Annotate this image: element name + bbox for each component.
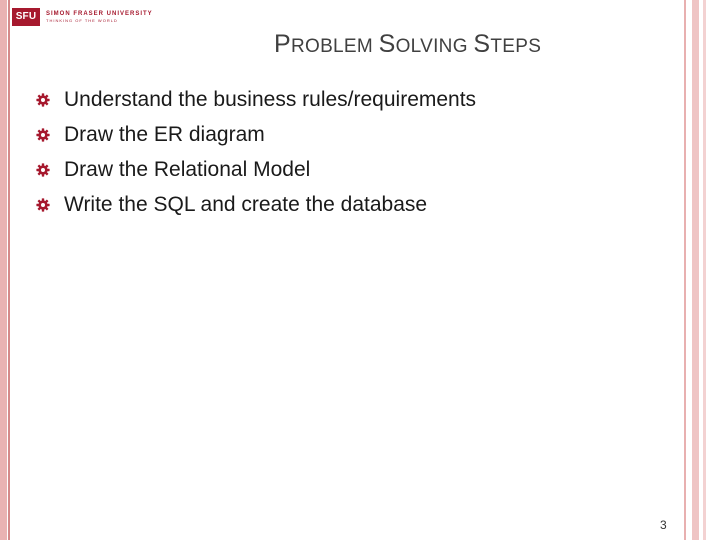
left-decorative-line — [8, 0, 10, 540]
gear-icon — [36, 128, 64, 142]
logo-abbreviation: SFU — [12, 8, 40, 26]
gear-icon — [36, 198, 64, 212]
bullet-list — [36, 82, 476, 222]
title-cap-1: P — [274, 30, 291, 58]
logo-university-name: SIMON FRASER UNIVERSITY — [46, 11, 153, 17]
list-item — [36, 152, 476, 187]
page-number: 3 — [660, 518, 667, 532]
title-rest-1: ROBLEM — [290, 36, 379, 57]
list-item — [36, 82, 476, 117]
slide-title — [274, 30, 541, 59]
gear-icon — [36, 163, 64, 177]
bullet-text: Write the SQL and create the database — [64, 192, 428, 216]
title-cap-3: S — [473, 30, 491, 58]
title-rest-3: TEPS — [490, 36, 542, 57]
bullet-text: Draw the ER diagram — [64, 122, 265, 146]
logo-tagline: THINKING OF THE WORLD — [46, 18, 118, 23]
right-decorative-line — [684, 0, 686, 540]
right-decorative-stripe-light — [703, 0, 706, 540]
logo-text — [46, 10, 153, 24]
gear-icon — [36, 93, 64, 107]
title-rest-2: OLVING — [395, 36, 474, 57]
list-item — [36, 117, 476, 152]
list-item — [36, 187, 476, 222]
left-decorative-stripe — [0, 0, 7, 540]
bullet-text: Understand the business rules/requirements — [64, 87, 477, 111]
title-cap-2: S — [378, 30, 396, 58]
right-decorative-stripe — [692, 0, 699, 540]
university-logo — [12, 6, 153, 28]
bullet-text: Draw the Relational Model — [64, 157, 311, 181]
